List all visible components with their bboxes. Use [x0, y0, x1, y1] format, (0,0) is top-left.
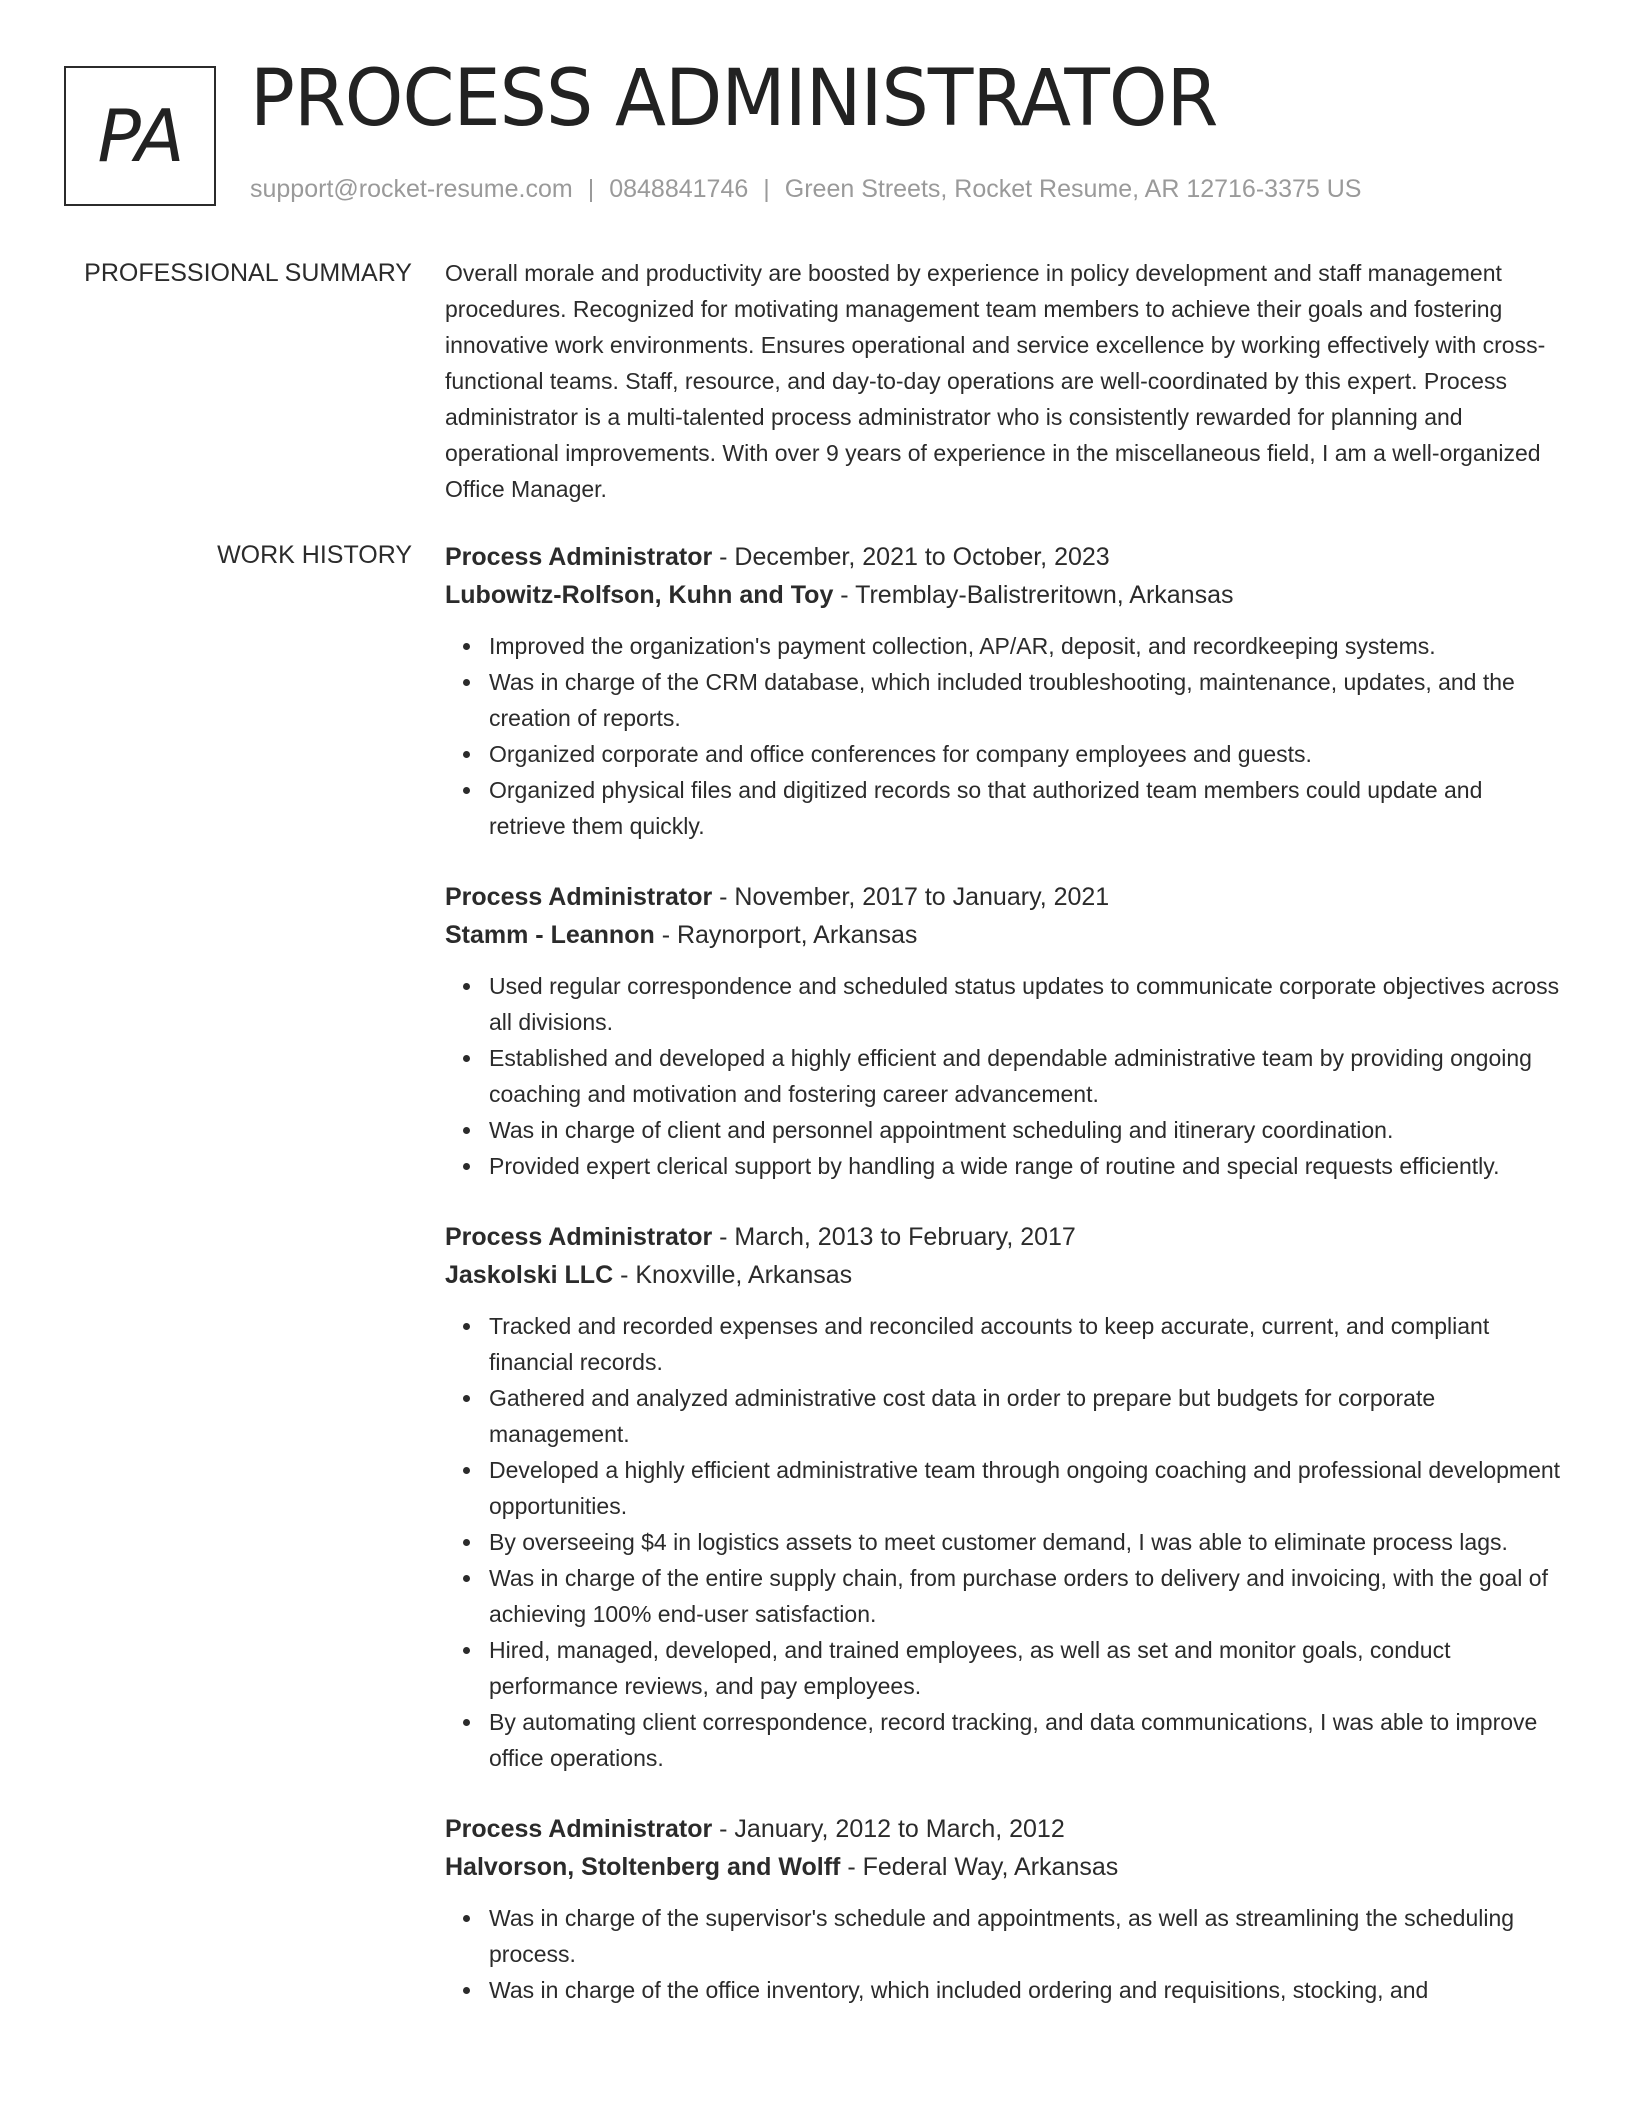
job-bullet: Used regular correspondence and scheduled status updates to communicate corporate objectives across all divisions. — [489, 968, 1565, 1040]
job-title-line — [445, 1218, 1565, 1256]
job-company-line — [445, 916, 1565, 954]
job-dates: - March, 2013 to February, 2017 — [712, 1223, 1076, 1251]
job-bullet: By automating client correspondence, record tracking, and data communications, I was able to improve office operations. — [489, 1704, 1565, 1776]
job-company: Stamm - Leannon — [445, 921, 655, 949]
job-entry — [445, 538, 1565, 844]
job-bullet: Improved the organization's payment collection, AP/AR, deposit, and recordkeeping systems. — [489, 628, 1565, 664]
job-bullet: Was in charge of the supervisor's schedule and appointments, as well as streamlining the scheduling process. — [489, 1900, 1565, 1972]
job-company-line — [445, 1848, 1565, 1886]
job-title-line — [445, 538, 1565, 576]
job-entry — [445, 878, 1565, 1184]
job-title: Process Administrator — [445, 883, 713, 911]
job-title: Process Administrator — [445, 543, 713, 571]
job-dates: - January, 2012 to March, 2012 — [712, 1815, 1065, 1843]
job-bullet: Organized corporate and office conferences for company employees and guests. — [489, 736, 1565, 772]
job-bullet: Gathered and analyzed administrative cost data in order to prepare but budgets for corporate management. — [489, 1380, 1565, 1452]
job-location: - Federal Way, Arkansas — [840, 1853, 1119, 1881]
summary-text: Overall morale and productivity are boosted by experience in policy development and staff management procedures. Recognized for motivating management team members to achieve their goals and fostering innovative work environments. Ensures operational and service excellence by working effectively with cross-functional teams. Staff, resource, and day-to-day operations are well-coordinated by this expert. Process administrator is a multi-talented process administrator who is consistently rewarded for planning and operational improvements. With over 9 years of experience in the miscellaneous field, I am a well-organized Office Manager. — [445, 260, 1546, 502]
job-company-line — [445, 576, 1565, 614]
job-bullet-list — [445, 1308, 1565, 1776]
monogram-logo — [64, 66, 216, 206]
contact-separator: | — [763, 175, 770, 203]
contact-line — [250, 174, 1361, 204]
job-company: Halvorson, Stoltenberg and Wolff — [445, 1853, 841, 1881]
job-entry — [445, 1218, 1565, 1776]
contact-address: Green Streets, Rocket Resume, AR 12716-3375 US — [784, 175, 1362, 203]
contact-separator: | — [587, 175, 595, 203]
work-history-heading: WORK HISTORY — [217, 541, 412, 569]
job-dates: - December, 2021 to October, 2023 — [712, 543, 1110, 571]
job-bullet: Provided expert clerical support by handling a wide range of routine and special requests efficiently. — [489, 1148, 1565, 1184]
job-dates: - November, 2017 to January, 2021 — [712, 883, 1110, 911]
job-title-line — [445, 1810, 1565, 1848]
contact-email[interactable]: support@rocket-resume.com — [250, 175, 573, 203]
job-bullet: Was in charge of the office inventory, which included ordering and requisitions, stocking, and — [489, 1972, 1565, 2008]
candidate-name: PROCESS ADMINISTRATOR — [250, 54, 1218, 144]
job-bullet-list — [445, 1900, 1565, 2008]
job-title-line — [445, 878, 1565, 916]
job-bullet-list — [445, 628, 1565, 844]
job-title: Process Administrator — [445, 1815, 713, 1843]
job-bullet: Was in charge of the entire supply chain, from purchase orders to delivery and invoicing, with the goal of achieving 100% end-user satisfaction. — [489, 1560, 1565, 1632]
job-bullet: Organized physical files and digitized records so that authorized team members could update and retrieve them quickly. — [489, 772, 1565, 844]
job-list — [445, 538, 1565, 2008]
summary-heading: PROFESSIONAL SUMMARY — [84, 259, 412, 287]
job-bullet: Established and developed a highly efficient and dependable administrative team by providing ongoing coaching and motivation and fostering career advancement. — [489, 1040, 1565, 1112]
job-company-line — [445, 1256, 1565, 1294]
job-bullet-list — [445, 968, 1565, 1184]
job-bullet: Developed a highly efficient administrative team through ongoing coaching and professional development opportunities. — [489, 1452, 1565, 1524]
job-location: - Raynorport, Arkansas — [654, 921, 918, 949]
monogram-initials: PA — [97, 94, 183, 178]
summary-section — [445, 255, 1565, 507]
job-title: Process Administrator — [445, 1223, 713, 1251]
work-history-section — [445, 538, 1565, 2042]
job-location: - Tremblay-Balistreritown, Arkansas — [833, 581, 1234, 609]
job-company: Jaskolski LLC — [445, 1261, 614, 1289]
job-bullet: Was in charge of client and personnel appointment scheduling and itinerary coordination. — [489, 1112, 1565, 1148]
job-location: - Knoxville, Arkansas — [613, 1261, 853, 1289]
job-bullet: By overseeing $4 in logistics assets to meet customer demand, I was able to eliminate process lags. — [489, 1524, 1565, 1560]
job-bullet: Tracked and recorded expenses and reconciled accounts to keep accurate, current, and compliant financial records. — [489, 1308, 1565, 1380]
contact-phone[interactable]: 0848841746 — [609, 175, 749, 203]
job-entry — [445, 1810, 1565, 2008]
job-company: Lubowitz-Rolfson, Kuhn and Toy — [445, 581, 834, 609]
job-bullet: Was in charge of the CRM database, which included troubleshooting, maintenance, updates, and the creation of reports. — [489, 664, 1565, 736]
job-bullet: Hired, managed, developed, and trained employees, as well as set and monitor goals, conduct performance reviews, and pay employees. — [489, 1632, 1565, 1704]
